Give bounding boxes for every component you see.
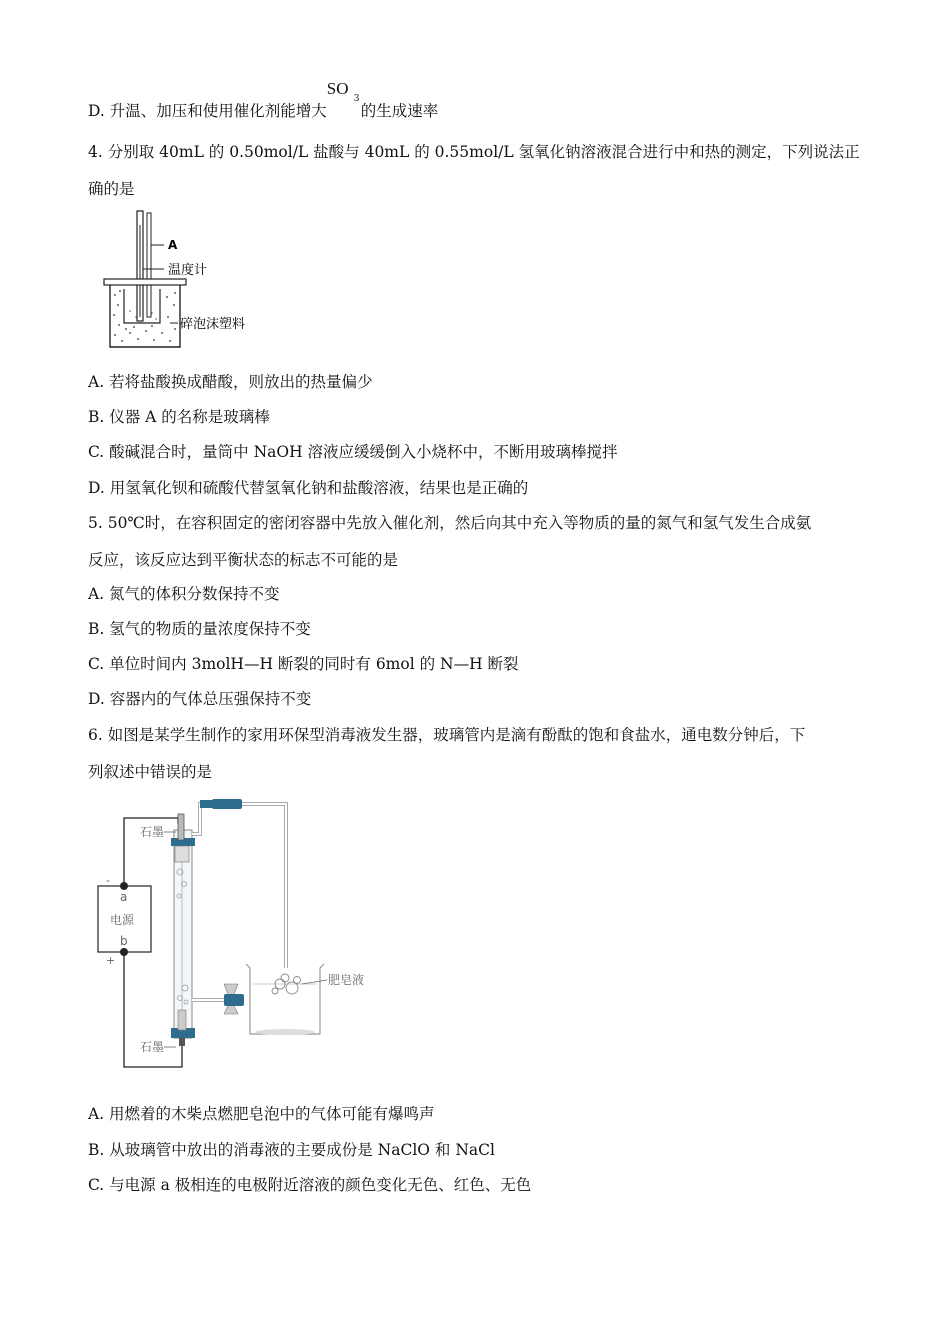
q6-stem-line2: 列叙述中错误的是 bbox=[88, 763, 213, 781]
terminal-a-dot bbox=[120, 882, 128, 890]
power-source-label: 电源 bbox=[110, 913, 135, 927]
clamp-wing-top bbox=[224, 984, 238, 994]
label-foam: 碎泡沫塑料 bbox=[180, 317, 246, 332]
q5-option-a: A. 氮气的体积分数保持不变 bbox=[88, 585, 280, 603]
electrolysis-figure bbox=[92, 788, 392, 1073]
label-a: A bbox=[168, 238, 178, 252]
top-tube-joint bbox=[200, 800, 214, 808]
terminal-b-dot bbox=[120, 948, 128, 956]
gas-tube-outer bbox=[192, 804, 286, 968]
q4-stem-line1: 4. 分别取 40mL 的 0.50mol/L 盐酸与 40mL 的 0.55mol/L 氢氧化钠溶液混合进行中和热的测定，下列说法正 bbox=[88, 143, 860, 161]
minus-sign: - bbox=[106, 874, 110, 887]
q5-stem-line2: 反应，该反应达到平衡状态的标志不可能的是 bbox=[88, 551, 399, 569]
so3-formula-main: SO bbox=[326, 79, 349, 98]
top-electrode-tip bbox=[175, 846, 189, 862]
calorimeter-figure bbox=[100, 205, 270, 355]
graphite-bottom-label: 石墨 bbox=[140, 1040, 165, 1054]
gas-tube-inner bbox=[192, 804, 286, 968]
stirrer-rod bbox=[147, 213, 151, 317]
q3-option-d-post: 的生成速率 bbox=[360, 102, 439, 120]
soap-pointer bbox=[302, 980, 327, 984]
q5-option-c: C. 单位时间内 3molH—H 断裂的同时有 6mol 的 N—H 断裂 bbox=[88, 655, 519, 673]
q4-option-c: C. 酸碱混合时，量筒中 NaOH 溶液应缓缓倒入小烧杯中，不断用玻璃棒搅拌 bbox=[88, 443, 618, 461]
q6-option-c: C. 与电源 a 极相连的电极附近溶液的颜色变化无色、红色、无色 bbox=[88, 1176, 532, 1194]
outlet-clamp bbox=[224, 994, 244, 1006]
q4-option-b: B. 仪器 A 的名称是玻璃棒 bbox=[88, 408, 270, 426]
terminal-a-label: a bbox=[120, 890, 128, 904]
graphite-top-label: 石墨 bbox=[140, 825, 165, 839]
q6-option-a: A. 用燃着的木柴点燃肥皂泡中的气体可能有爆鸣声 bbox=[88, 1105, 435, 1123]
outer-container bbox=[110, 285, 180, 347]
q5-option-b: B. 氢气的物质的量浓度保持不变 bbox=[88, 620, 311, 638]
bottom-electrode-lead bbox=[179, 1038, 185, 1046]
calorimeter-lid bbox=[104, 279, 186, 285]
so3-formula-subscript: 3 bbox=[353, 94, 360, 104]
top-tube-connector bbox=[212, 799, 242, 809]
beaker-bottom-liquid bbox=[255, 1029, 315, 1035]
q6-option-b: B. 从玻璃管中放出的消毒液的主要成份是 NaClO 和 NaCl bbox=[88, 1141, 495, 1159]
soap-label: 肥皂液 bbox=[328, 973, 365, 987]
beaker bbox=[246, 964, 324, 1034]
q4-option-d: D. 用氢氧化钡和硫酸代替氢氧化钠和盐酸溶液，结果也是正确的 bbox=[88, 479, 529, 497]
plus-sign: + bbox=[106, 954, 116, 967]
bottom-graphite-electrode bbox=[178, 1010, 186, 1030]
q6-stem-line1: 6. 如图是某学生制作的家用环保型消毒液发生器，玻璃管内是滴有酚酞的饱和食盐水，通电数分钟后，下 bbox=[88, 726, 806, 744]
label-thermometer: 温度计 bbox=[168, 263, 208, 278]
q3-option-d-pre: D. 升温、加压和使用催化剂能增大 bbox=[88, 102, 327, 120]
so3-formula bbox=[326, 79, 361, 116]
q5-option-d: D. 容器内的气体总压强保持不变 bbox=[88, 690, 312, 708]
clamp-wing-bottom bbox=[224, 1006, 238, 1014]
q5-stem-line1: 5. 50℃时，在容积固定的密闭容器中先放入催化剂，然后向其中充入等物质的量的氮气和氢气发生合成氨 bbox=[88, 514, 812, 532]
foam-dots bbox=[113, 290, 176, 342]
q3-option-d bbox=[88, 79, 439, 122]
q4-stem-line2: 确的是 bbox=[88, 180, 135, 198]
top-graphite-electrode bbox=[178, 814, 184, 840]
q4-option-a: A. 若将盐酸换成醋酸，则放出的热量偏少 bbox=[88, 373, 373, 391]
terminal-b-label: b bbox=[120, 934, 128, 948]
